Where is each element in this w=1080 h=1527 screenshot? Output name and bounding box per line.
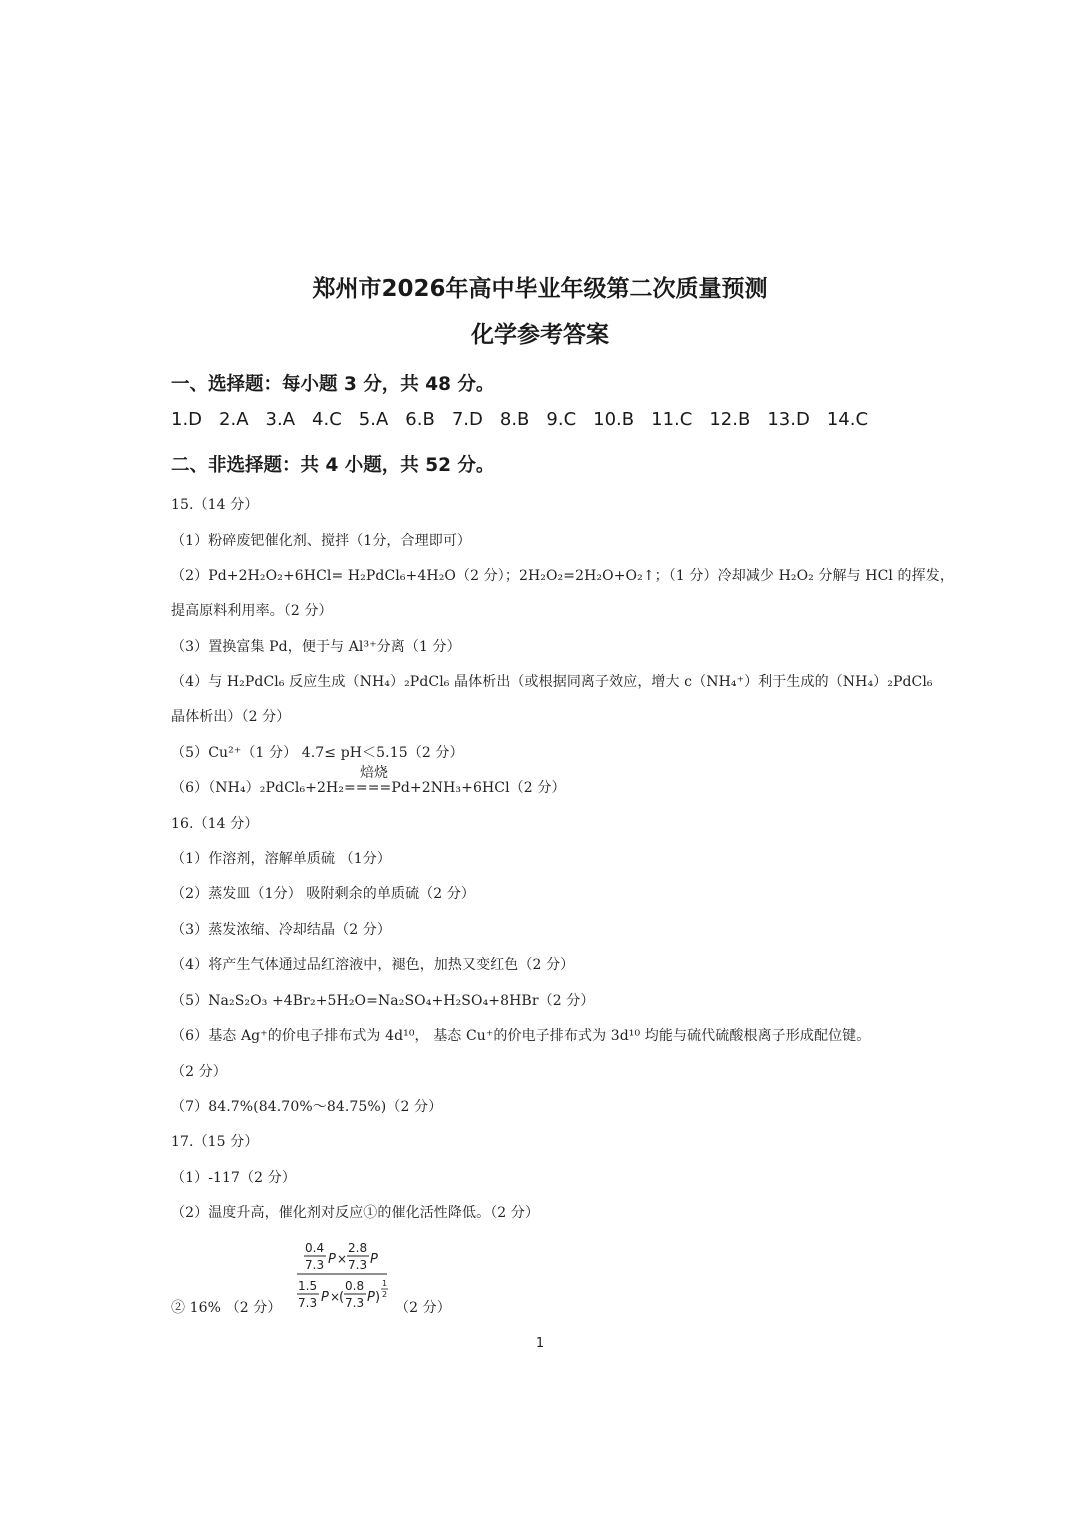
answer-item: 1.D bbox=[171, 409, 203, 430]
formula-term: P bbox=[370, 1252, 378, 1267]
q15-answer-line: 提高原料利用率。（2 分） bbox=[171, 603, 333, 619]
answer-item: 3.A bbox=[265, 409, 296, 430]
q17-answer-line: （1）-117（2 分） bbox=[171, 1170, 296, 1186]
q15-answer-line: （1）粉碎废钯催化剂、搅拌（1分，合理即可） bbox=[171, 533, 472, 549]
formula-term: P bbox=[328, 1252, 336, 1267]
q17-answer-line: ② 16% （2 分） bbox=[171, 1300, 282, 1316]
q15-answer-line: （2）Pd+2H₂O₂+6HCl= H₂PdCl₆+4H₂O（2 分）；2H₂O₂=2H₂O+O₂↑；（1 分）冷却减少 H₂O₂ 分解与 HCl 的挥发， bbox=[171, 568, 954, 584]
formula-term: ( bbox=[339, 1290, 345, 1305]
q17-heading: 17.（15 分） bbox=[171, 1134, 259, 1150]
answer-item: 5.A bbox=[358, 409, 389, 430]
formula-term: ) bbox=[375, 1290, 381, 1305]
q16-answer-line: （7）84.7%(84.70%～84.75%)（2 分） bbox=[171, 1099, 443, 1115]
formula-term: 0.8 bbox=[345, 1279, 365, 1293]
formula-term: P bbox=[321, 1290, 329, 1305]
formula-term: 1 bbox=[382, 1279, 388, 1288]
formula-term: × bbox=[337, 1252, 348, 1266]
equilibrium-constant-formula bbox=[295, 1238, 395, 1314]
formula-term: P bbox=[367, 1290, 375, 1305]
formula-term: 7.3 bbox=[348, 1258, 368, 1272]
answer-item: 12.B bbox=[709, 409, 751, 430]
document-subtitle: 化学参考答案 bbox=[471, 322, 609, 348]
section2-heading: 二、非选择题：共 4 小题，共 52 分。 bbox=[171, 455, 495, 476]
q16-answer-line: （2）蒸发皿（1分） 吸附剩余的单质硫（2 分） bbox=[171, 886, 476, 902]
answer-item: 14.C bbox=[826, 409, 869, 430]
section1-heading: 一、选择题：每小题 3 分，共 48 分。 bbox=[171, 374, 495, 395]
answer-item: 7.D bbox=[451, 409, 483, 430]
page-number: 1 bbox=[535, 1336, 545, 1351]
formula-term: 2.8 bbox=[348, 1241, 368, 1255]
q15-answer-line: （6）（NH₄）₂PdCl₆+2H₂====Pd+2NH₃+6HCl（2 分） bbox=[171, 780, 566, 796]
formula-term: 1.5 bbox=[298, 1279, 318, 1293]
q16-answer-line: （6）基态 Ag⁺的价电子排布式为 4d¹⁰， 基态 Cu⁺的价电子排布式为 3d¹⁰ 均能与硫代硫酸根离子形成配位键。 bbox=[171, 1028, 871, 1044]
answer-item: 11.C bbox=[651, 409, 693, 430]
answer-item: 13.D bbox=[767, 409, 810, 430]
answer-item: 8.B bbox=[499, 409, 530, 430]
formula-term: 7.3 bbox=[345, 1296, 365, 1310]
q16-answer-line: （5）Na₂S₂O₃ +4Br₂+5H₂O=Na₂SO₄+H₂SO₄+8HBr（2 分） bbox=[171, 993, 595, 1009]
formula-term: 7.3 bbox=[298, 1296, 318, 1310]
answer-item: 9.C bbox=[546, 409, 577, 430]
q15-answer-line: 晶体析出）（2 分） bbox=[171, 709, 291, 725]
formula-term: × bbox=[330, 1290, 341, 1304]
q15-answer-line: （5）Cu²⁺（1 分） 4.7≤ pH＜5.15（2 分） bbox=[171, 745, 464, 761]
q16-answer-line: （1）作溶剂，溶解单质硫 （1分） bbox=[171, 851, 391, 867]
q15-heading: 15.（14 分） bbox=[171, 497, 259, 513]
formula-term: 0.4 bbox=[305, 1241, 325, 1255]
q15-answer-line: （4）与 H₂PdCl₆ 反应生成（NH₄）₂PdCl₆ 晶体析出（或根据同离子效应，增大 c（NH₄⁺）利于生成的（NH₄）₂PdCl₆ bbox=[171, 674, 933, 690]
answer-item: 4.C bbox=[312, 409, 342, 430]
q17-score-note: （2 分） bbox=[395, 1300, 451, 1316]
document-title: 郑州市2026年高中毕业年级第二次质量预测 bbox=[312, 276, 768, 302]
q15-answer-line: （3）置换富集 Pd，便于与 Al³⁺分离（1 分） bbox=[171, 639, 461, 655]
reaction-condition: 焙烧 bbox=[360, 765, 388, 781]
q16-answer-line: （4）将产生气体通过品红溶液中，褪色，加热又变红色（2 分） bbox=[171, 957, 575, 973]
q17-answer-line: （2）温度升高，催化剂对反应①的催化活性降低。（2 分） bbox=[171, 1205, 540, 1221]
formula-term: 2 bbox=[382, 1290, 388, 1299]
answer-item: 6.B bbox=[405, 409, 435, 430]
answer-list bbox=[171, 409, 868, 430]
answer-item: 2.A bbox=[219, 409, 249, 430]
formula-term: 7.3 bbox=[305, 1258, 325, 1272]
answer-item: 10.B bbox=[593, 409, 635, 430]
q16-heading: 16.（14 分） bbox=[171, 816, 259, 832]
q16-answer-line: （3）蒸发浓缩、冷却结晶（2 分） bbox=[171, 922, 391, 938]
q16-answer-line: （2 分） bbox=[171, 1064, 227, 1080]
